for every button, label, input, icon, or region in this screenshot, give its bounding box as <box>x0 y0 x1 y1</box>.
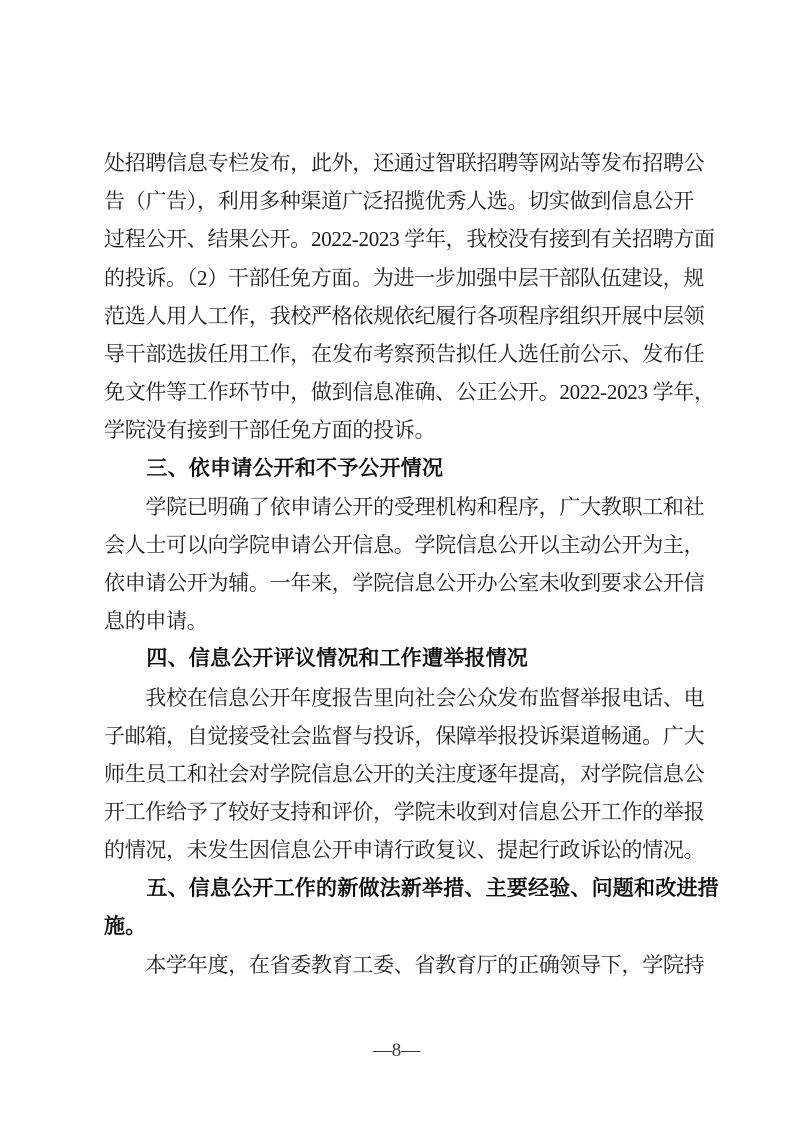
section-heading-3: 三、依申请公开和不予公开情况 <box>104 456 444 480</box>
body-line: 息的申请。 <box>104 609 208 634</box>
body-line: 我校在信息公开年度报告里向社会公众发布监督举报电话、电 <box>104 685 705 710</box>
body-line: 师生员工和社会对学院信息公开的关注度逐年提高，对学院信息公 <box>104 762 705 786</box>
section-heading-5: 五、信息公开工作的新做法新举措、主要经验、问题和改进措 <box>104 876 719 900</box>
body-line: 子邮箱，自觉接受社会监督与投诉，保障举报投诉渠道畅通。广大 <box>104 723 705 748</box>
body-line: 学院没有接到干部任免方面的投诉。 <box>104 418 436 443</box>
body-line: 依申请公开为辅。一年来，学院信息公开办公室未收到要求公开信 <box>104 571 705 596</box>
body-line: 学院已明确了依申请公开的受理机构和程序，广大教职工和社 <box>104 494 705 519</box>
body-line: 导干部选拔任用工作，在发布考察预告拟任人选任前公示、发布任 <box>104 341 705 366</box>
body-line: 本学年度，在省委教育工委、省教育厅的正确领导下，学院持 <box>104 952 705 977</box>
section-heading-5-wrap: 施。 <box>104 914 147 938</box>
body-line: 免文件等工作环节中，做到信息准确、公正公开。2022-2023 学年， <box>104 380 715 405</box>
document-body-text <box>104 144 719 984</box>
body-line: 处招聘信息专栏发布，此外，还通过智联招聘等网站等发布招聘公 <box>104 151 705 175</box>
body-line: 开工作给予了较好支持和评价，学院未收到对信息公开工作的举报 <box>104 800 705 825</box>
body-line: 过程公开、结果公开。2022-2023 学年，我校没有接到有关招聘方面 <box>104 227 715 252</box>
page-number: —8— <box>372 1040 421 1061</box>
section-heading-4: 四、信息公开评议情况和工作遭举报情况 <box>104 647 528 671</box>
body-line: 范选人用人工作，我校严格依规依纪履行各项程序组织开展中层领 <box>104 303 705 328</box>
body-line: 的情况，未发生因信息公开申请行政复议、提起行政诉讼的情况。 <box>104 838 705 863</box>
body-line: 告（广告），利用多种渠道广泛招揽优秀人选。切实做到信息公开 <box>104 189 694 214</box>
body-line: 会人士可以向学院申请公开信息。学院信息公开以主动公开为主， <box>104 532 705 557</box>
body-line: 的投诉。（2）干部任免方面。为进一步加强中层干部队伍建设，规 <box>104 265 704 290</box>
